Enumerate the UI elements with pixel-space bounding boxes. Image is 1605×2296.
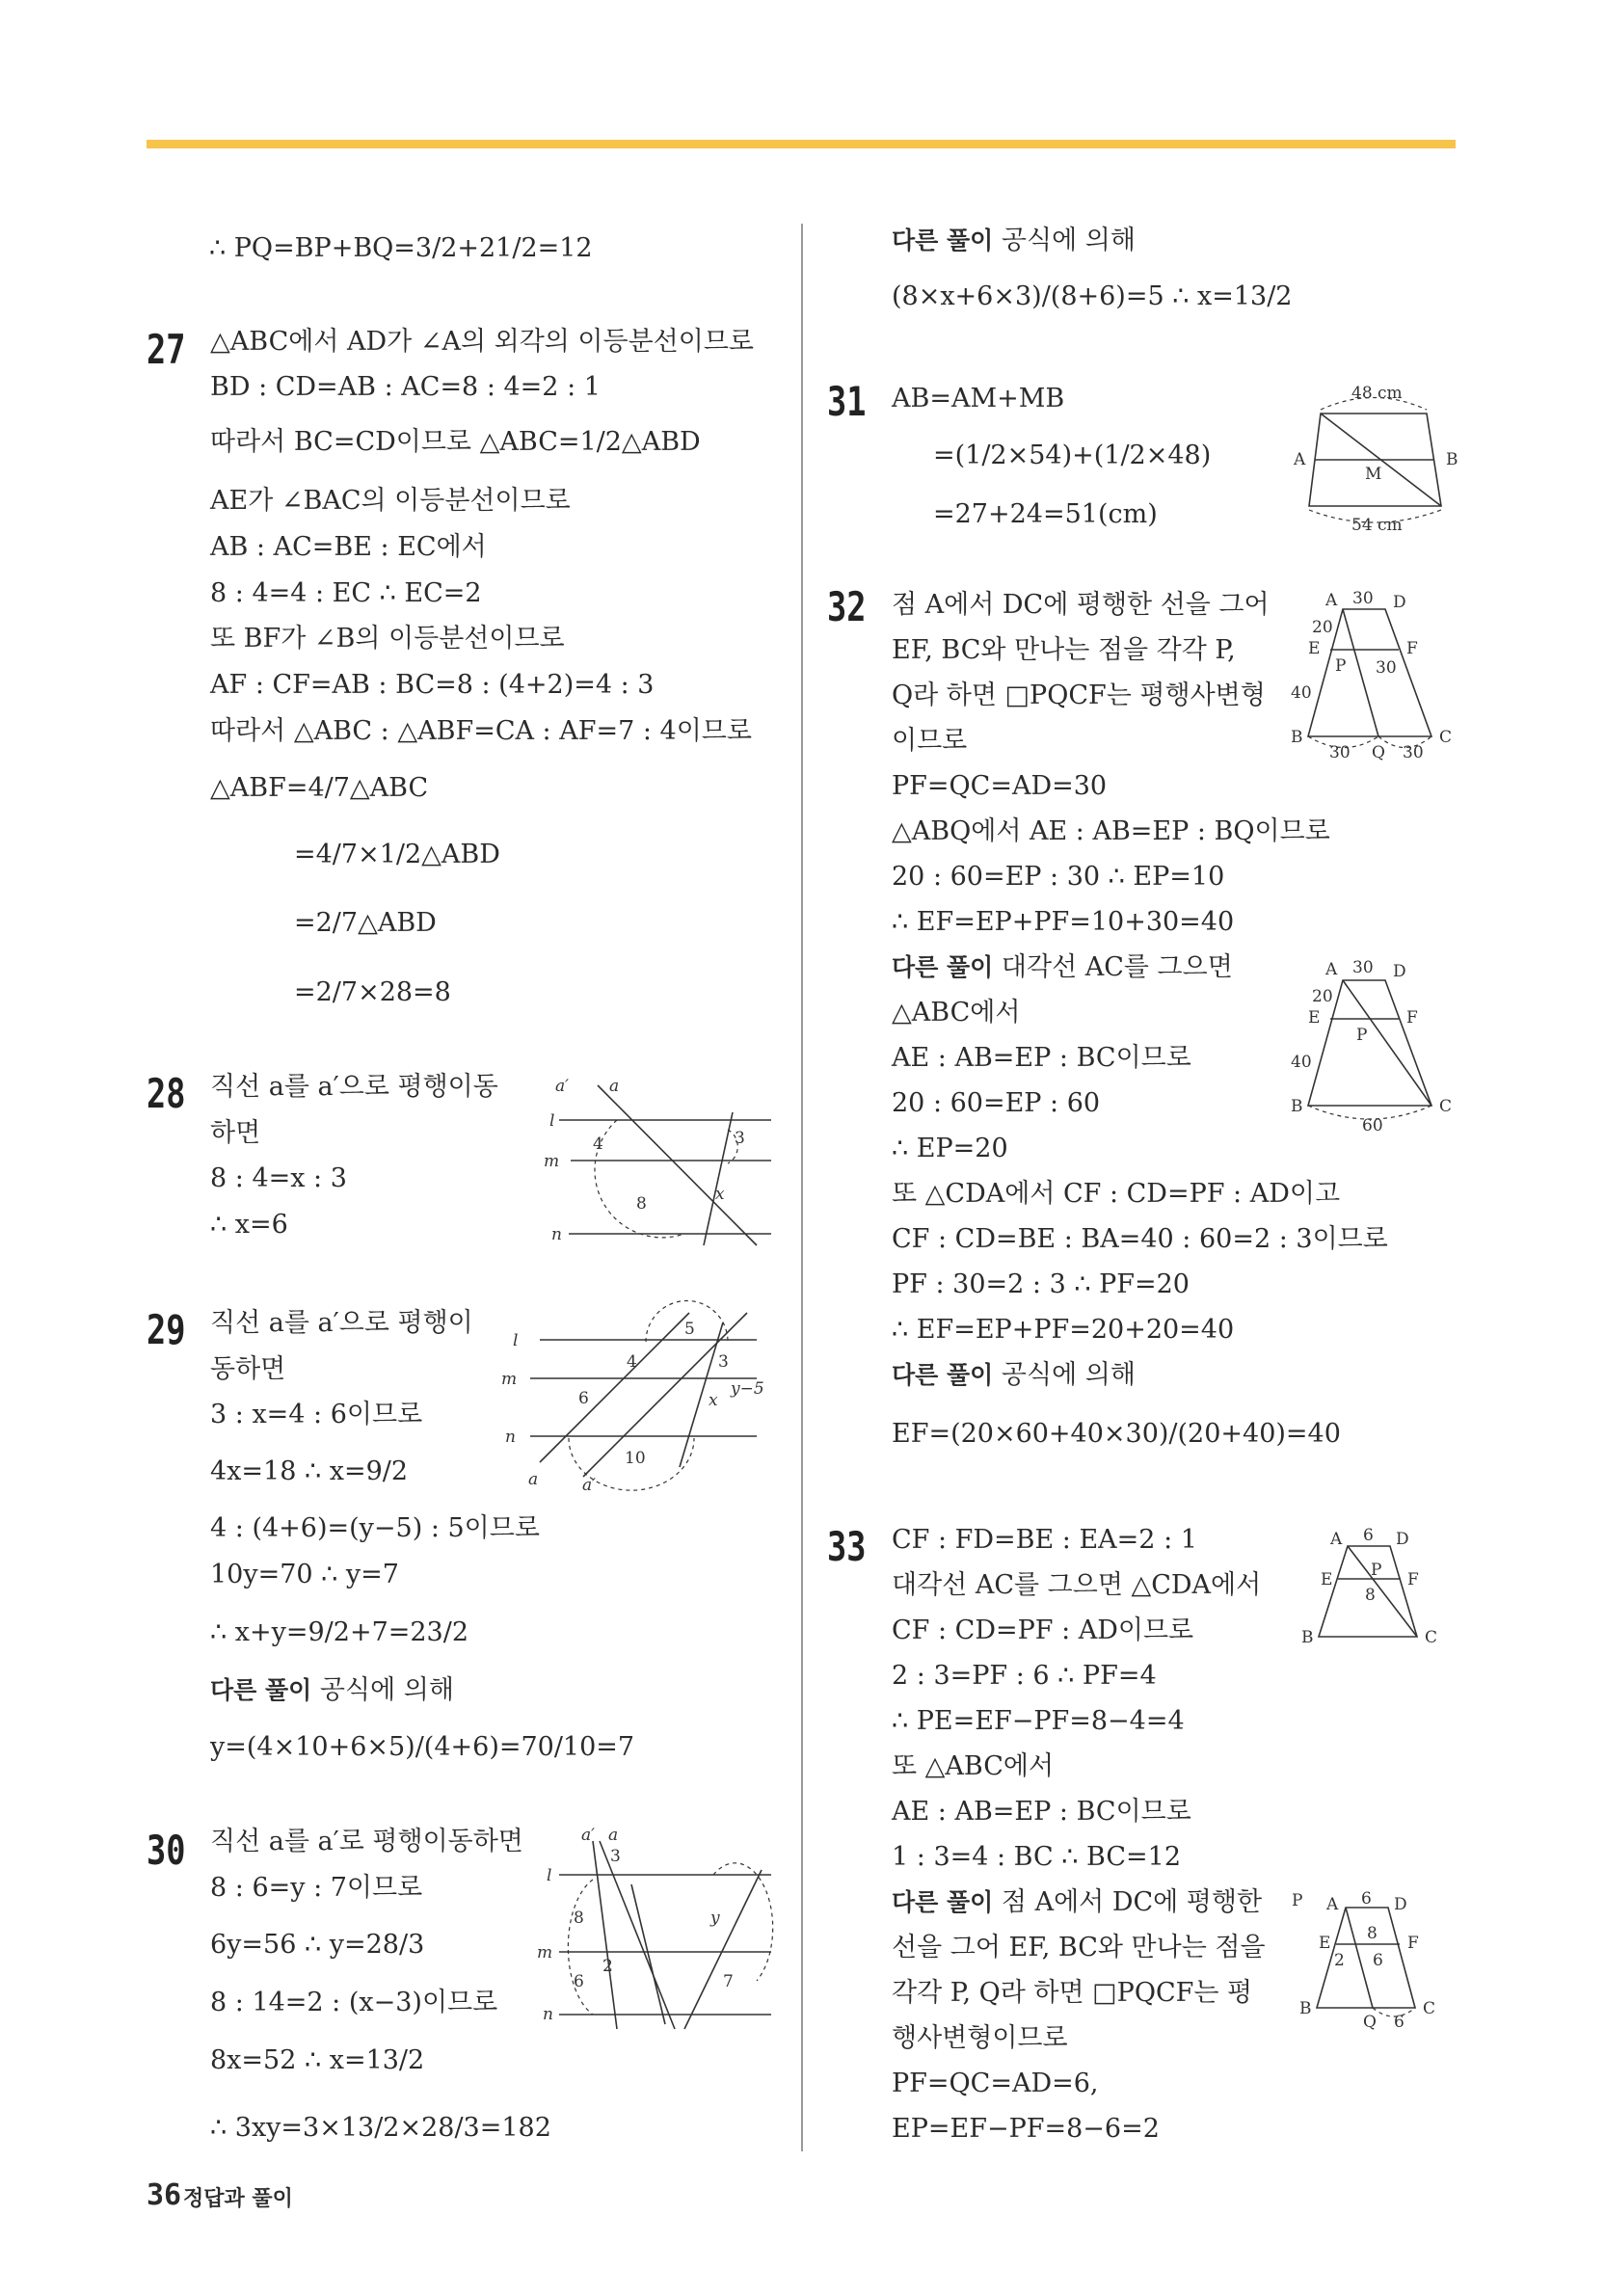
p27-line: 따라서 △ABC : △ABF=CA : AF=7 : 4이므로 — [210, 716, 752, 746]
p32-alt1-line: CF : CD=BE : BA=40 : 60=2 : 3이므로 — [892, 1224, 1388, 1254]
p28-line: 하면 — [210, 1118, 261, 1148]
alt-text: 공식에 의해 — [1001, 1360, 1136, 1390]
fig30-label: 8 — [574, 1909, 584, 1928]
p27-line: △ABF=4/7△ABC — [210, 773, 429, 803]
fig30-label: 7 — [723, 1972, 734, 1991]
fig33a-label: F — [1407, 1570, 1419, 1589]
fig32a-label: F — [1406, 639, 1418, 658]
p29-line: 4x=18 ∴ x=9/2 — [210, 1456, 409, 1486]
fig29-label: l — [513, 1331, 519, 1350]
fig33a-label: 8 — [1365, 1586, 1376, 1605]
figure-33b — [1292, 1884, 1465, 2032]
p27-line: AE가 ∠BAC의 이등분선이므로 — [210, 486, 571, 516]
alt-label: 다른 풀이 — [892, 953, 994, 981]
fig32a-label: Q — [1372, 743, 1385, 762]
fig32b-label: 40 — [1291, 1053, 1312, 1072]
p31-line: AB=AM+MB — [892, 384, 1065, 414]
p27-line: =2/7△ABD — [294, 908, 437, 938]
p33-line: 대각선 AC를 그으면 △CDA에서 — [892, 1570, 1262, 1600]
fig29-label: m — [501, 1370, 518, 1389]
p32-line: △ABQ에서 AE : AB=EP : BQ이므로 — [892, 816, 1330, 846]
p30-line: 8 : 14=2 : (x−3)이므로 — [210, 1988, 498, 2017]
p33-alt-line: EP=EF−PF=8−6=2 — [892, 2114, 1160, 2144]
problem-number-33: 33 — [827, 1523, 867, 1570]
figure-32a — [1287, 589, 1465, 762]
fig29-label: x — [709, 1391, 718, 1410]
fig33b-label: F — [1407, 1934, 1419, 1953]
p30-line: 6y=56 ∴ y=28/3 — [210, 1930, 425, 1960]
p33-alt-line: 선을 그어 EF, BC와 만나는 점을 — [892, 1933, 1266, 1962]
fig33b-label: A — [1326, 1895, 1339, 1914]
fig33a-label: E — [1321, 1570, 1333, 1589]
fig30-label: a — [608, 1826, 619, 1845]
fig29-label: 4 — [627, 1352, 637, 1372]
p28-line: 8 : 4=x : 3 — [210, 1163, 347, 1193]
p29-line: 동하면 — [210, 1354, 286, 1384]
p33-line: AE : AB=EP : BC이므로 — [892, 1797, 1191, 1827]
p29-line: 3 : x=4 : 6이므로 — [210, 1400, 423, 1429]
p32-line: 점 A에서 DC에 평행한 선을 그어 — [892, 590, 1270, 620]
intro-line: ∴ PQ=BP+BQ=3/2+21/2=12 — [209, 233, 593, 263]
fig32a-label: 40 — [1291, 683, 1312, 703]
fig32a-label: P — [1335, 656, 1347, 676]
alt-text: 점 A에서 DC에 평행한 — [1001, 1887, 1263, 1917]
p30-line: 8 : 6=y : 7이므로 — [210, 1873, 423, 1903]
alt-label: 다른 풀이 — [892, 1361, 994, 1389]
fig32a-label: B — [1291, 728, 1303, 747]
figure-29 — [501, 1303, 781, 1495]
fig33b-label: C — [1423, 1999, 1436, 2018]
alt-label: 다른 풀이 — [892, 1888, 994, 1916]
fig32b-label: C — [1439, 1097, 1453, 1116]
p33-alt-line: 각각 P, Q라 하면 □PQCF는 평 — [892, 1978, 1253, 2008]
figure-33a — [1292, 1523, 1465, 1653]
fig32a-label: 30 — [1376, 658, 1397, 678]
fig33b-label: D — [1394, 1895, 1407, 1914]
p27-line: =4/7×1/2△ABD — [294, 840, 500, 869]
p29-line: 직선 a를 a′으로 평행이 — [210, 1308, 473, 1338]
p33-alt-line: PF=QC=AD=6, — [892, 2069, 1099, 2098]
fig28-label: a — [609, 1077, 620, 1096]
fig32b-label: A — [1325, 960, 1338, 979]
fig31-label: B — [1446, 450, 1458, 469]
alt-label: 다른 풀이 — [892, 227, 994, 254]
p32-alt1-line: 20 : 60=EP : 60 — [892, 1088, 1101, 1118]
p33-line: CF : CD=PF : AD이므로 — [892, 1615, 1194, 1645]
fig33b-label: B — [1299, 1999, 1312, 2018]
figure-32b — [1287, 959, 1465, 1133]
p33-alt-line: 행사변형이므로 — [892, 2023, 1068, 2053]
p31-line: =27+24=51(cm) — [933, 499, 1158, 529]
fig29-label: 10 — [625, 1449, 646, 1468]
p27-line: 또 BF가 ∠B의 이등분선이므로 — [210, 624, 565, 654]
p32-alt1 — [892, 950, 1233, 985]
fig32b-label: F — [1406, 1008, 1418, 1028]
problem-number-31: 31 — [827, 378, 867, 425]
p32-alt2 — [892, 1358, 1136, 1393]
fig33b-label: 2 — [1334, 1951, 1345, 1970]
fig33b-label: E — [1319, 1934, 1331, 1953]
p29-line: 4 : (4+6)=(y−5) : 5이므로 — [210, 1513, 540, 1543]
p29-line: 10y=70 ∴ y=7 — [210, 1560, 399, 1589]
p30-line: 8x=52 ∴ x=13/2 — [210, 2045, 425, 2075]
fig32a-label: 30 — [1352, 589, 1374, 608]
fig30-label: a′ — [581, 1826, 595, 1845]
fig31-label: 54 cm — [1351, 516, 1403, 535]
figure-30 — [535, 1827, 776, 2043]
fig31-label: 48 cm — [1351, 384, 1403, 403]
fig28-label: x — [715, 1185, 725, 1204]
fig29-label: a — [528, 1470, 539, 1489]
fig29-label: 6 — [578, 1389, 589, 1408]
fig28-label: 4 — [593, 1135, 603, 1154]
fig30-label: n — [543, 2005, 553, 2024]
alt-top-formula: (8×x+6×3)/(8+6)=5 ∴ x=13/2 — [892, 281, 1293, 311]
p33-line: CF : FD=BE : EA=2 : 1 — [892, 1525, 1197, 1555]
figure-28 — [540, 1072, 776, 1255]
problem-number-28: 28 — [147, 1070, 186, 1117]
fig30-label: 6 — [574, 1972, 584, 1991]
fig28-label: 3 — [735, 1129, 745, 1148]
fig33a-label: P — [1371, 1561, 1382, 1580]
fig31-label: M — [1365, 465, 1382, 484]
alt-text: 공식에 의해 — [319, 1675, 454, 1705]
fig32a-label: 30 — [1329, 743, 1351, 762]
fig32b-label: E — [1308, 1008, 1321, 1028]
fig28-label: m — [544, 1152, 560, 1171]
fig33a-label: C — [1425, 1628, 1438, 1647]
page-number: 36 — [147, 2178, 182, 2212]
p27-line: =2/7×28=8 — [294, 977, 451, 1007]
fig33b-label: 6 — [1361, 1889, 1372, 1909]
p29-line: ∴ x+y=9/2+7=23/2 — [210, 1617, 468, 1647]
alt-top-heading — [892, 224, 1136, 258]
p32-alt1-line: △ABC에서 — [892, 998, 1021, 1028]
alt-text: 공식에 의해 — [1001, 226, 1136, 255]
p32-alt2-formula: EF=(20×60+40×30)/(20+40)=40 — [892, 1419, 1341, 1449]
fig33b-label: 6 — [1394, 2013, 1404, 2032]
p32-line: Q라 하면 □PQCF는 평행사변형 — [892, 681, 1266, 710]
p27-line: 8 : 4=4 : EC ∴ EC=2 — [210, 578, 482, 608]
p28-line: ∴ x=6 — [210, 1210, 288, 1240]
p32-alt1-line: 또 △CDA에서 CF : CD=PF : AD이고 — [892, 1179, 1341, 1209]
fig32a-label: 30 — [1403, 743, 1424, 762]
p29-formula: y=(4×10+6×5)/(4+6)=70/10=7 — [210, 1732, 635, 1762]
fig32a-label: A — [1325, 591, 1338, 610]
fig33a-label: 6 — [1363, 1526, 1374, 1545]
fig32a-label: E — [1308, 639, 1321, 658]
fig29-label: n — [505, 1428, 516, 1447]
column-divider — [801, 224, 803, 2151]
fig28-label: l — [549, 1111, 555, 1131]
p31-line: =(1/2×54)+(1/2×48) — [933, 441, 1212, 470]
fig32a-label: C — [1439, 728, 1453, 747]
p30-line: ∴ 3xy=3×13/2×28/3=182 — [210, 2113, 551, 2143]
fig30-label: l — [547, 1866, 552, 1885]
problem-number-29: 29 — [147, 1306, 186, 1353]
fig32a-label: D — [1393, 593, 1406, 612]
p33-line: 또 △ABC에서 — [892, 1751, 1055, 1781]
p32-line: 20 : 60=EP : 30 ∴ EP=10 — [892, 862, 1225, 892]
fig30-label: 3 — [610, 1847, 621, 1866]
p27-line: 따라서 BC=CD이므로 △ABC=1/2△ABD — [210, 427, 701, 457]
p32-line: EF, BC와 만나는 점을 각각 P, — [892, 635, 1236, 665]
figure-31 — [1292, 381, 1465, 535]
fig31-label: A — [1294, 450, 1306, 469]
alt-text: 대각선 AC를 그으면 — [1001, 952, 1233, 982]
fig28-label: a′ — [555, 1077, 569, 1096]
fig33a-label: B — [1301, 1628, 1314, 1647]
p27-line: BD : CD=AB : AC=8 : 4=2 : 1 — [210, 372, 601, 402]
fig28-label: 8 — [636, 1194, 647, 1214]
fig32b-label: 20 — [1312, 987, 1333, 1006]
fig30-label: 2 — [602, 1957, 613, 1976]
p30-line: 직선 a를 a′로 평행이동하면 — [210, 1827, 523, 1856]
p32-alt1-line: ∴ EP=20 — [892, 1134, 1008, 1163]
fig33b-label: P — [1292, 1891, 1303, 1910]
p32-line: 이므로 — [892, 726, 968, 756]
fig33b-label: Q — [1363, 2013, 1377, 2032]
fig29-label: y−5 — [731, 1379, 764, 1399]
fig33b-label: 6 — [1373, 1951, 1383, 1970]
fig30-label: m — [537, 1943, 553, 1962]
alt-label: 다른 풀이 — [210, 1676, 312, 1704]
fig28-label: n — [551, 1225, 562, 1244]
problem-number-30: 30 — [147, 1827, 186, 1874]
p27-line: AF : CF=AB : BC=8 : (4+2)=4 : 3 — [210, 670, 655, 700]
p28-line: 직선 a를 a′으로 평행이동 — [210, 1072, 498, 1102]
problem-number-27: 27 — [147, 326, 186, 373]
fig33b-label: 8 — [1367, 1924, 1378, 1943]
p33-line: 1 : 3=4 : BC ∴ BC=12 — [892, 1842, 1182, 1872]
p27-line: △ABC에서 AD가 ∠A의 외각의 이등분선이므로 — [210, 327, 755, 357]
page-footer-title: 정답과 풀이 — [183, 2187, 293, 2211]
fig32b-label: 60 — [1362, 1116, 1383, 1135]
fig32b-label: 30 — [1352, 958, 1374, 977]
fig33a-label: D — [1396, 1530, 1409, 1549]
fig32a-label: 20 — [1312, 618, 1333, 637]
p32-alt1-line: AE : AB=EP : BC이므로 — [892, 1043, 1191, 1073]
fig29-label: 5 — [684, 1320, 695, 1339]
p29-alt — [210, 1673, 454, 1708]
p33-line: 2 : 3=PF : 6 ∴ PF=4 — [892, 1661, 1157, 1691]
p32-line: PF=QC=AD=30 — [892, 771, 1108, 801]
fig30-label: y — [710, 1909, 720, 1928]
fig32b-label: P — [1356, 1026, 1368, 1045]
fig32b-label: B — [1291, 1097, 1303, 1116]
p32-line: ∴ EF=EP+PF=10+30=40 — [892, 907, 1235, 937]
p27-line: AB : AC=BE : EC에서 — [210, 532, 487, 562]
fig33a-label: A — [1330, 1530, 1343, 1549]
problem-number-32: 32 — [827, 583, 867, 630]
header-accent-bar — [147, 140, 1456, 148]
p32-alt1-line: PF : 30=2 : 3 ∴ PF=20 — [892, 1269, 1190, 1299]
fig29-label: 3 — [718, 1352, 729, 1372]
p33-alt — [892, 1885, 1262, 1920]
fig32b-label: D — [1393, 962, 1406, 981]
p33-line: ∴ PE=EF−PF=8−4=4 — [892, 1706, 1185, 1736]
fig29-label: a′ — [582, 1476, 596, 1495]
p32-alt1-line: ∴ EF=EP+PF=20+20=40 — [892, 1315, 1235, 1345]
